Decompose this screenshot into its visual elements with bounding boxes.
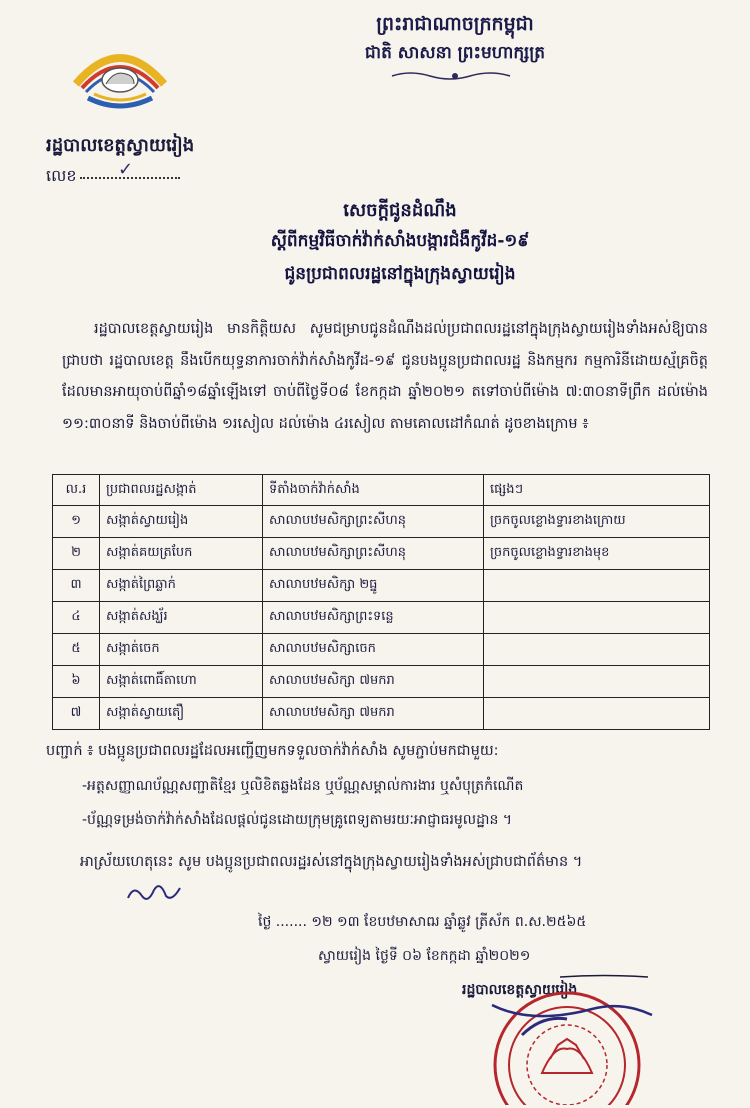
table-row [53, 538, 710, 570]
cell-commune: សង្កាត់ពោធិ៍តាហោ [100, 666, 263, 698]
cell-commune: សង្កាត់ស្វាយតឿ [100, 698, 263, 730]
cell-other [484, 666, 710, 698]
cell-no: ២ [53, 538, 100, 570]
cell-other: ច្រកចូលខ្លោងទ្វារខាងមុខ [484, 538, 710, 570]
cell-location: សាលាបឋមសិក្សាព្រះសីហនុ [263, 538, 484, 570]
requirement-id-documents: -អត្តសញ្ញាណប័ណ្ណសញ្ជាតិខ្មែរ ឬលិខិតឆ្លងដែន ឬប័ណ្ណសម្គាល់ការងារ ឬសំបុត្រកំណើត [82, 778, 524, 794]
column-header-other: ផ្សេងៗ [484, 475, 710, 506]
signatory-title: រដ្ឋបាលខេត្តស្វាយរៀង [462, 982, 578, 998]
column-header-location: ទីតាំងចាក់វ៉ាក់សាំង [263, 475, 484, 506]
table-row [53, 506, 710, 538]
solar-date-place: ស្វាយរៀង ថ្ងៃទី ០៦ ខែកក្កដា ឆ្នាំ២០២១ [318, 948, 531, 964]
requirement-vaccination-form: -ប័ណ្ណទម្រង់ចាក់វ៉ាក់សាំងដែលផ្តល់ជូនដោយក្រុមគ្រូពេទ្យតាមរយៈអាជ្ញាធរមូលដ្ឋាន ។ [82, 812, 513, 828]
column-header-commune: ប្រជាពលរដ្ឋសង្កាត់ [100, 475, 263, 506]
cell-commune: សង្កាត់ចេក [100, 634, 263, 666]
kingdom-header: ព្រះរាជាណាចក្រកម្ពុជា [376, 13, 534, 35]
national-motto: ជាតិ សាសនា ព្រះមហាក្សត្រ [364, 43, 546, 63]
cell-location: សាលាបឋមសិក្សា ២ធ្នូ [263, 570, 484, 602]
table-header-row [53, 475, 710, 506]
column-header-no: ល.រ [53, 475, 100, 506]
cell-commune: សង្កាត់ព្រៃឆ្លាក់ [100, 570, 263, 602]
cell-location: សាលាបឋមសិក្សា ៧មករា [263, 666, 484, 698]
cell-no: ៦ [53, 666, 100, 698]
cell-location: សាលាបឋមសិក្សាព្រះទន្លេ [263, 602, 484, 634]
cell-other [484, 634, 710, 666]
header-ornament-icon [390, 70, 520, 82]
table-row [53, 698, 710, 730]
reference-number [46, 159, 180, 189]
table-row [53, 602, 710, 634]
table-row [53, 570, 710, 602]
cell-no: ៣ [53, 570, 100, 602]
issuing-office: រដ្ឋបាលខេត្តស្វាយរៀង [46, 135, 195, 156]
cell-commune: សង្កាត់គយត្របែក [100, 538, 263, 570]
closing-text: អាស្រ័យហេតុនេះ សូម បងប្អូនប្រជាពលរដ្ឋរស់នៅក្នុងក្រុងស្វាយរៀងទាំងអស់ជ្រាបជាព័ត៌មាន ។ [80, 854, 583, 870]
cell-location: សាលាបឋមសិក្សាព្រះសីហនុ [263, 506, 484, 538]
table-row [53, 634, 710, 666]
handwritten-initial-icon [124, 882, 184, 904]
cell-other [484, 602, 710, 634]
provincial-emblem-icon [68, 40, 172, 112]
body-paragraph-text: រដ្ឋបាលខេត្តស្វាយរៀង មានកិត្តិយស សូមជម្រាបជូនដំណឹងដល់ប្រជាពលរដ្ឋនៅក្នុងក្រុងស្វាយរៀងទាំងអស់ឱ្យបានជ្រាបថា រដ្ឋបាលខេត្ត នឹងបើកយុទ្ធនាការចាក់វ៉ាក់សាំងកូវីដ-១៩ ជូនបងប្អូនប្រជាពលរដ្ឋ និងកម្មករ កម្មការិនីដោយស្ម័គ្រចិត្ត ដែលមានអាយុចាប់ពីឆ្នាំ១៨ឆ្នាំឡើងទៅ ចាប់ពីថ្ងៃទី០៨ ខែកក្កដា ឆ្នាំ២០២១ តទៅចាប់ពីម៉ោង ៧:៣០នាទីព្រឹក ដល់ម៉ោង ១១:៣០នាទី និងចាប់ពីម៉ោង ១រសៀល ដល់ម៉ោង ៤រសៀល តាមគោលដៅកំណត់ ដូចខាងក្រោម ៖ [62, 321, 708, 432]
closing-paragraph [62, 846, 708, 878]
cell-location: សាលាបឋមសិក្សាចេក [263, 634, 484, 666]
table-row [53, 666, 710, 698]
official-seal-icon [462, 985, 672, 1105]
requirements-heading: បញ្ជាក់ ៖ បងប្អូនប្រជាពលរដ្ឋដែលអញ្ជើញមកទទួលចាក់វ៉ាក់សាំង សូមភ្ជាប់មកជាមួយ: [46, 743, 499, 759]
cell-commune: សង្កាត់សង្ឃ័រ [100, 602, 263, 634]
cell-other: ច្រកចូលខ្លោងទ្វារខាងក្រោយ [484, 506, 710, 538]
cell-no: ១ [53, 506, 100, 538]
cell-other [484, 570, 710, 602]
vaccination-schedule-table [52, 474, 710, 730]
notice-audience: ជូនប្រជាពលរដ្ឋនៅក្នុងក្រុងស្វាយរៀង [284, 264, 516, 284]
notice-title: សេចក្តីជូនដំណឹង [343, 200, 457, 221]
cell-no: ៤ [53, 602, 100, 634]
cell-location: សាលាបឋមសិក្សា ៧មករា [263, 698, 484, 730]
cell-no: ៥ [53, 634, 100, 666]
lunar-date: ថ្ងៃ ....... ១២ ១៣ ខែបឋមាសាឍ ឆ្នាំឆ្លូវ ត្រីស័ក ព.ស.២៥៦៥ [258, 914, 587, 930]
reference-handwritten-mark: ✓ [118, 159, 134, 180]
notice-subject: ស្តីពីកម្មវិធីចាក់វ៉ាក់សាំងបង្ការជំងឺកូវីដ-១៩ [270, 231, 530, 251]
body-paragraph [62, 314, 708, 440]
cell-no: ៧ [53, 698, 100, 730]
cell-commune: សង្កាត់ស្វាយរៀង [100, 506, 263, 538]
reference-label: លេខ [46, 166, 77, 185]
cell-other [484, 698, 710, 730]
